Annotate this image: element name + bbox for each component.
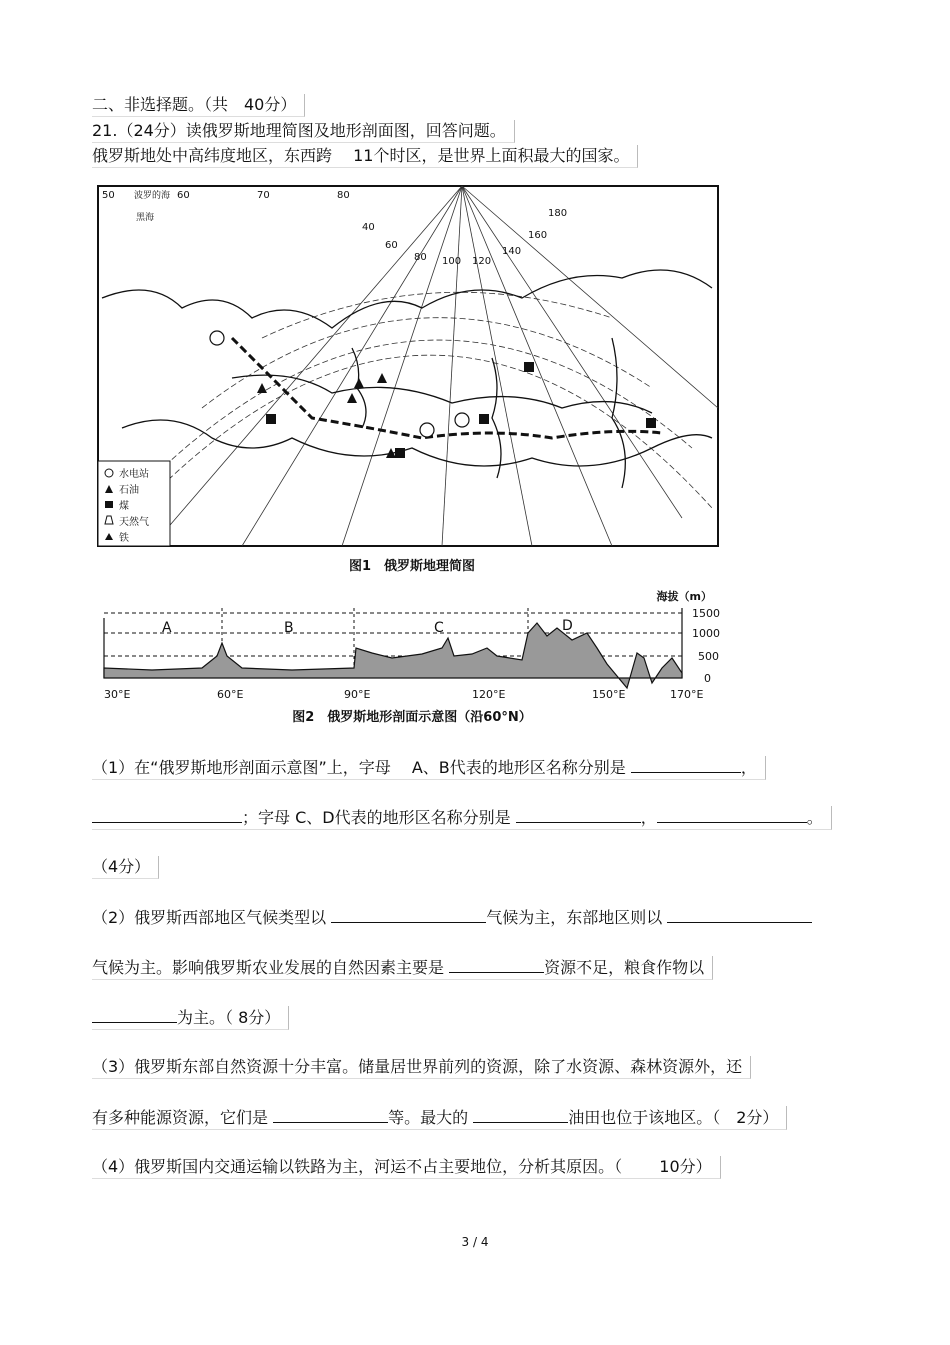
map-lon-label: 80 xyxy=(414,252,427,263)
q1-text: （1）在“俄罗斯地形剖面示意图”上，字母 A、B代表的地形区名称分别是 xyxy=(92,758,626,777)
profile-y-tick: 1000 xyxy=(692,627,720,640)
q1-separator: ， xyxy=(740,758,757,777)
map-lon-label: 180 xyxy=(548,208,568,219)
legend-item: 石油 xyxy=(119,485,139,496)
question-21-context: 俄罗斯地处中高纬度地区，东西跨 11个时区，是世界上面积最大的国家。 xyxy=(92,145,638,168)
answer-blank[interactable] xyxy=(631,756,741,773)
russia-map xyxy=(98,186,718,546)
legend-item: 铁 xyxy=(119,533,129,544)
q2-text: 气候为主。影响俄罗斯农业发展的自然因素主要是 xyxy=(92,958,445,977)
map-lon-label: 140 xyxy=(502,246,522,257)
profile-y-title: 海拔（m） xyxy=(656,590,712,603)
map-lon-label: 40 xyxy=(362,222,375,233)
question-21-intro: 21.（24分）读俄罗斯地理简图及地形剖面图，回答问题。 xyxy=(92,120,515,143)
map-place-label: 波罗的海 xyxy=(134,191,171,201)
profile-x-tick: 150°E xyxy=(592,688,626,701)
profile-x-tick: 30°E xyxy=(104,688,131,701)
profile-region-label: A xyxy=(162,620,172,636)
profile-region-label: C xyxy=(434,620,444,636)
map-legend xyxy=(98,461,170,546)
profile-y-tick: 500 xyxy=(698,650,719,663)
answer-blank[interactable] xyxy=(473,1106,568,1123)
map-lon-label: 120 xyxy=(472,256,492,267)
profile-region-label: B xyxy=(284,620,294,636)
q1-end: 。 xyxy=(806,808,823,827)
profile-x-tick: 90°E xyxy=(344,688,371,701)
q1-text: ；字母 C、D代表的地形区名称分别是 xyxy=(242,808,511,827)
map-lat-label: 50 xyxy=(102,190,115,201)
q3-text: 等。最大的 xyxy=(388,1108,469,1127)
answer-blank[interactable] xyxy=(273,1106,388,1123)
answer-blank[interactable] xyxy=(667,906,812,923)
legend-item: 煤 xyxy=(119,501,129,512)
q2-line2 xyxy=(92,956,713,980)
profile-y-tick: 0 xyxy=(704,672,711,685)
map-place-label: 黑海 xyxy=(136,213,155,223)
profile-x-tick: 60°E xyxy=(217,688,244,701)
q2-line3 xyxy=(92,1006,289,1030)
q1-line2 xyxy=(92,806,832,830)
map-lon-label: 100 xyxy=(442,256,462,267)
answer-blank[interactable] xyxy=(449,956,544,973)
answer-blank[interactable] xyxy=(92,806,242,823)
profile-x-tick: 170°E xyxy=(670,688,704,701)
answer-blank[interactable] xyxy=(331,906,486,923)
q2-text: 为主。（ 8分） xyxy=(177,1008,281,1027)
q1-score: （4分） xyxy=(92,856,159,879)
q3-line1: （3）俄罗斯东部自然资源十分丰富。储量居世界前列的资源，除了水资源、森林资源外，还 xyxy=(92,1056,751,1079)
profile-region-label: D xyxy=(562,618,573,634)
coal-icon xyxy=(105,501,113,508)
q4-line: （4）俄罗斯国内交通运输以铁路为主，河运不占主要地位，分析其原因。（ 10分） xyxy=(92,1156,721,1179)
profile-y-tick: 1500 xyxy=(692,607,720,620)
page-number: 3 / 4 xyxy=(461,1235,489,1249)
profile-x-tick: 120°E xyxy=(472,688,506,701)
answer-blank[interactable] xyxy=(92,1006,177,1023)
hydropower-icon xyxy=(105,469,113,477)
map-lon-label: 60 xyxy=(385,240,398,251)
q2-text: 资源不足，粮食作物以 xyxy=(544,958,705,977)
map-lat-label: 80 xyxy=(337,190,350,201)
q3-line2 xyxy=(92,1106,787,1130)
answer-blank[interactable] xyxy=(657,806,807,823)
legend-item: 天然气 xyxy=(119,517,149,528)
natural-gas-icon xyxy=(105,516,113,524)
russia-figure xyxy=(92,178,732,728)
q2-text: 气候为主，东部地区则以 xyxy=(486,908,663,927)
profile-caption: 图2 俄罗斯地形剖面示意图（沿60°N） xyxy=(292,710,532,725)
map-lat-label: 60 xyxy=(177,190,190,201)
q1-separator: ， xyxy=(640,808,657,827)
q1-line1 xyxy=(92,756,766,780)
terrain-profile xyxy=(104,589,720,725)
q3-text: 有多种能源资源，它们是 xyxy=(92,1108,269,1127)
q2-line1 xyxy=(92,906,812,929)
map-caption: 图1 俄罗斯地理简图 xyxy=(348,559,476,574)
q3-text: 油田也位于该地区。（ 2分） xyxy=(568,1108,779,1127)
map-lon-label: 160 xyxy=(528,230,548,241)
answer-blank[interactable] xyxy=(516,806,641,823)
q2-text: （2）俄罗斯西部地区气候类型以 xyxy=(92,908,327,927)
map-lat-label: 70 xyxy=(257,190,270,201)
section-title: 二、非选择题。（共 40分） xyxy=(92,94,305,117)
legend-item: 水电站 xyxy=(119,469,149,480)
